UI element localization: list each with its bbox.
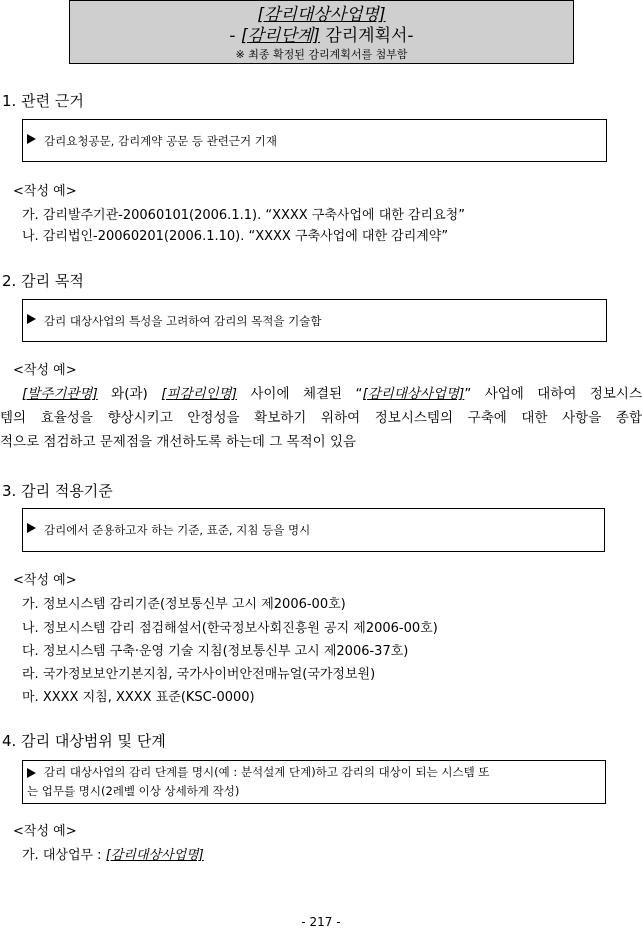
section-2-title: 2. 감리 목적 [2,272,84,290]
guide-text: 감리 대상사업의 감리 단계를 명시(예 : 분석설계 단계)하고 감리의 대상이 되는 시스템 또 [44,765,490,779]
placeholder-client: [발주기관명] [22,386,98,402]
section-4-guide-box [22,760,606,804]
section-2-paragraph-line [0,382,642,406]
section-3-example-item: 마. XXXX 지침, XXXX 표준(KSC-0000) [22,690,255,705]
guide-text: 는 업무를 명시(2레벨 이상 상세하게 작성) [27,784,240,798]
section-3-example-label: <작성 예> [13,573,77,588]
guide-row [27,763,490,801]
paragraph-text: 사이에 체결된 “ [236,386,363,402]
section-4-example-label: <작성 예> [13,824,77,839]
document-subtitle [70,26,573,46]
section-3-example-item: 라. 국가정보보안기본지침, 국가사이버안전매뉴얼(국가정보원) [22,667,376,682]
guide-row [27,312,321,331]
section-3-example-item: 나. 정보시스템 감리 점검해설서(한국정보사회진흥원 공지 제2006-00호) [22,621,438,636]
guide-text: 감리요청공문, 감리계약 공문 등 관련근거 기재 [44,134,278,148]
section-2-guide-box [22,299,607,342]
placeholder-project: [감리대상사업명] [362,386,465,402]
triangle-bullet-icon [27,314,36,324]
triangle-bullet-icon [27,134,36,144]
section-2-paragraph-line: 적으로 점검하고 문제점을 개선하도록 하는데 그 목적이 있음 [0,434,357,450]
guide-text-block [27,763,490,801]
section-3-example-item: 다. 정보시스템 구축·운영 기술 지침(정보통신부 고시 제2006-37호) [22,644,409,659]
section-1-guide-box [22,119,607,162]
section-1-title: 1. 관련 근거 [2,92,84,110]
item-prefix: 가. 대상업무 : [22,848,106,863]
guide-text: 감리 대상사업의 특성을 고려하여 감리의 목적을 기술함 [44,314,322,328]
page-number: - 217 - [301,915,341,929]
triangle-bullet-icon [27,768,36,778]
section-1-example-item: 가. 감리발주기관-20060101(2006.1.1). “XXXX 구축사업에 대한 감리요청” [22,208,465,223]
paragraph-text: 와(과) [97,386,162,402]
section-1-example-label: <작성 예> [13,184,77,199]
guide-row [27,132,277,151]
document-title: [감리대상사업명] [257,5,386,25]
subtitle-phase-placeholder: [감리단계] [240,26,320,46]
section-3-title: 3. 감리 적용기준 [2,482,113,500]
section-2-paragraph-line: 템의 효율성을 향상시키고 안정성을 확보하기 위하여 정보시스템의 구축에 대한 사항을 종합 [0,410,642,426]
guide-text: 감리에서 준용하고자 하는 기준, 표준, 지침 등을 명시 [44,523,311,537]
placeholder-project: [감리대상사업명] [105,848,204,863]
triangle-bullet-icon [27,523,36,533]
subtitle-suffix: 감리계획서- [319,26,414,46]
section-4-example-item [22,847,204,865]
paragraph-text: ” 사업에 대하여 정보시스 [464,386,642,402]
section-2-example-label: <작성 예> [13,363,77,378]
section-1-example-item: 나. 감리법인-20060201(2006.1.10). “XXXX 구축사업에 대한 감리계약” [22,229,449,244]
section-4-title: 4. 감리 대상범위 및 단계 [2,732,166,750]
title-note: ※ 최종 확정된 감리계획서를 첨부함 [235,48,408,61]
section-3-example-item: 가. 정보시스템 감리기준(정보통신부 고시 제2006-00호) [22,597,346,612]
section-3-guide-box [22,508,605,552]
title-box [69,0,574,64]
placeholder-auditee: [피감리인명] [161,386,237,402]
subtitle-prefix: - [229,26,241,46]
guide-row [27,521,310,540]
